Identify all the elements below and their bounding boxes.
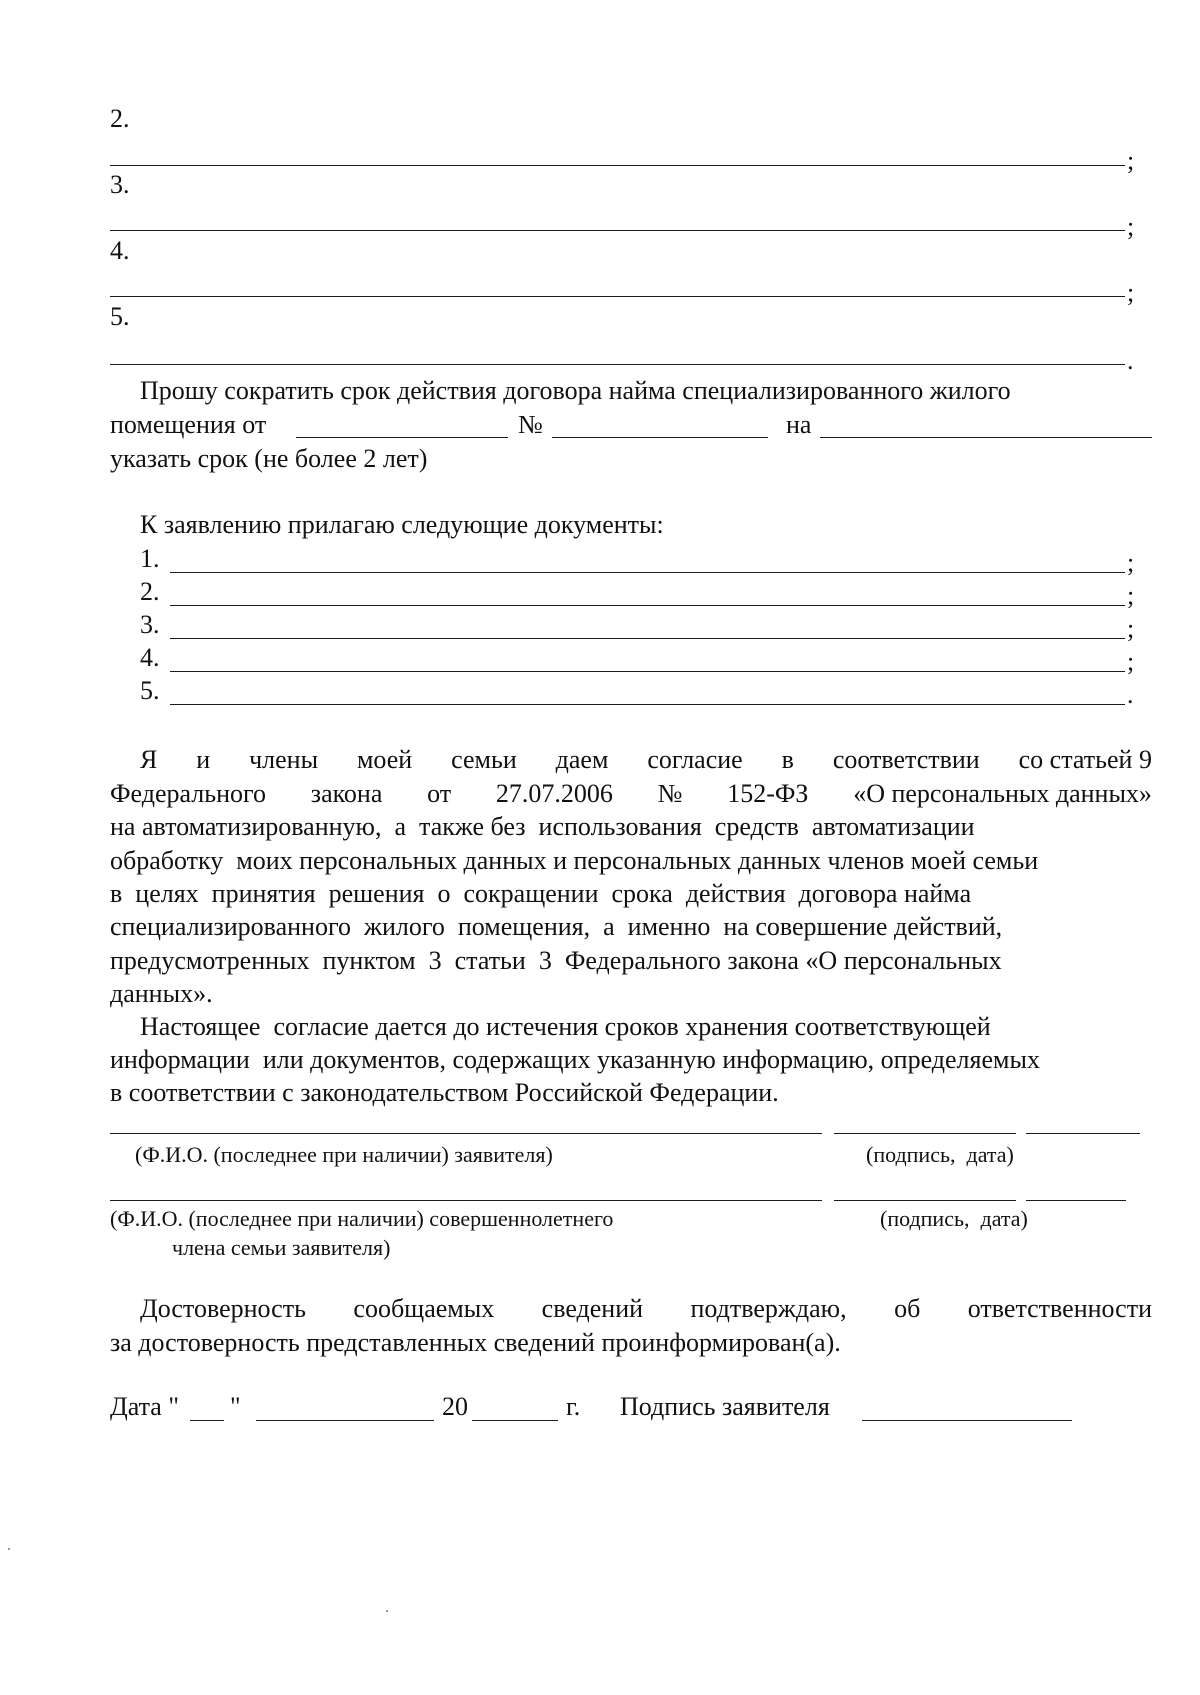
year-prefix: 20 xyxy=(442,1392,468,1421)
attachment-end: ; xyxy=(1127,647,1135,676)
family-item-field[interactable] xyxy=(110,364,1125,365)
family-item-number: 3. xyxy=(110,170,130,199)
attachment-number: 4. xyxy=(140,643,160,672)
date-day-field[interactable] xyxy=(190,1420,224,1421)
term-on-label: на xyxy=(786,410,812,439)
member-signature-field[interactable] xyxy=(834,1200,1016,1201)
family-item-end: ; xyxy=(1127,146,1135,175)
attachment-end: . xyxy=(1127,680,1134,709)
contract-number-label: № xyxy=(518,410,543,439)
attachment-field[interactable] xyxy=(170,572,1125,573)
consent-line: в соответствии с законодательством Российской Федерации. xyxy=(110,1078,779,1107)
applicant-signature-field[interactable] xyxy=(834,1133,1016,1134)
family-item-field[interactable] xyxy=(110,165,1125,166)
attachment-number: 5. xyxy=(140,676,160,705)
attachment-number: 1. xyxy=(140,544,160,573)
applicant-sign-caption: (подпись, дата) xyxy=(866,1142,1014,1167)
year-suffix: г. xyxy=(566,1392,581,1421)
date-month-field[interactable] xyxy=(256,1420,434,1421)
attachment-field[interactable] xyxy=(170,671,1125,672)
consent-line: Настоящее согласие дается до истечения сроков хранения соответствующей xyxy=(140,1012,991,1041)
applicant-date-field[interactable] xyxy=(1026,1133,1140,1134)
family-item-number: 2. xyxy=(110,104,130,133)
date-label: Дата " xyxy=(110,1392,179,1421)
consent-line: в целях принятия решения о сокращении срока действия договора найма xyxy=(110,879,972,908)
member-name-caption: (Ф.И.О. (последнее при наличии) совершеннолетнего xyxy=(110,1206,614,1231)
request-line: Прошу сократить срок действия договора найма специализированного жилого xyxy=(140,376,1011,405)
attachment-end: ; xyxy=(1127,581,1135,610)
family-item-number: 5. xyxy=(110,302,130,331)
date-year-field[interactable] xyxy=(472,1420,558,1421)
applicant-sign-label: Подпись заявителя xyxy=(620,1392,830,1421)
applicant-sign-field[interactable] xyxy=(862,1420,1072,1421)
attachment-end: ; xyxy=(1127,548,1135,577)
attachment-field[interactable] xyxy=(170,704,1125,705)
scan-speck xyxy=(8,1548,10,1550)
scan-speck xyxy=(386,1610,388,1612)
contract-date-field[interactable] xyxy=(296,437,508,438)
confirmation-line: Достоверность сообщаемых сведений подтверждаю, об ответственности xyxy=(140,1294,1152,1323)
consent-line: Я и члены моей семьи даем согласие в соответствии со статьей 9 xyxy=(140,745,1152,774)
attachment-end: ; xyxy=(1127,614,1135,643)
family-item-end: ; xyxy=(1127,212,1135,241)
attachment-number: 3. xyxy=(140,610,160,639)
member-name-field[interactable] xyxy=(110,1200,822,1201)
family-item-field[interactable] xyxy=(110,230,1125,231)
attachment-number: 2. xyxy=(140,577,160,606)
consent-line: Федерального закона от 27.07.2006 № 152-ФЗ «О персональных данных» xyxy=(110,779,1152,808)
new-term-field[interactable] xyxy=(820,437,1152,438)
contract-number-field[interactable] xyxy=(552,437,768,438)
consent-line: данных». xyxy=(110,979,213,1008)
request-term-hint: указать срок (не более 2 лет) xyxy=(110,444,428,473)
consent-line: обработку моих персональных данных и персональных данных членов моей семьи xyxy=(110,846,1039,875)
attachment-field[interactable] xyxy=(170,638,1125,639)
family-item-field[interactable] xyxy=(110,296,1125,297)
consent-line: специализированного жилого помещения, а именно на совершение действий, xyxy=(110,912,1003,941)
consent-line: на автоматизированную, а также без использования средств автоматизации xyxy=(110,812,975,841)
applicant-name-caption: (Ф.И.О. (последнее при наличии) заявителя) xyxy=(135,1142,553,1167)
request-contract-from-label: помещения от xyxy=(110,410,267,439)
family-item-number: 4. xyxy=(110,236,130,265)
confirmation-line: за достоверность представленных сведений проинформирован(а). xyxy=(110,1328,841,1357)
attachments-title: К заявлению прилагаю следующие документы: xyxy=(140,510,664,539)
applicant-name-field[interactable] xyxy=(110,1133,822,1134)
consent-line: информации или документов, содержащих указанную информацию, определяемых xyxy=(110,1045,1040,1074)
member-sign-caption: (подпись, дата) xyxy=(880,1206,1028,1231)
date-quote: " xyxy=(230,1392,241,1421)
consent-line: предусмотренных пунктом 3 статьи 3 Федерального закона «О персональных xyxy=(110,946,1002,975)
member-date-field[interactable] xyxy=(1026,1200,1126,1201)
family-item-end: . xyxy=(1127,346,1134,375)
family-item-end: ; xyxy=(1127,278,1135,307)
member-name-caption: члена семьи заявителя) xyxy=(172,1235,391,1260)
attachment-field[interactable] xyxy=(170,605,1125,606)
